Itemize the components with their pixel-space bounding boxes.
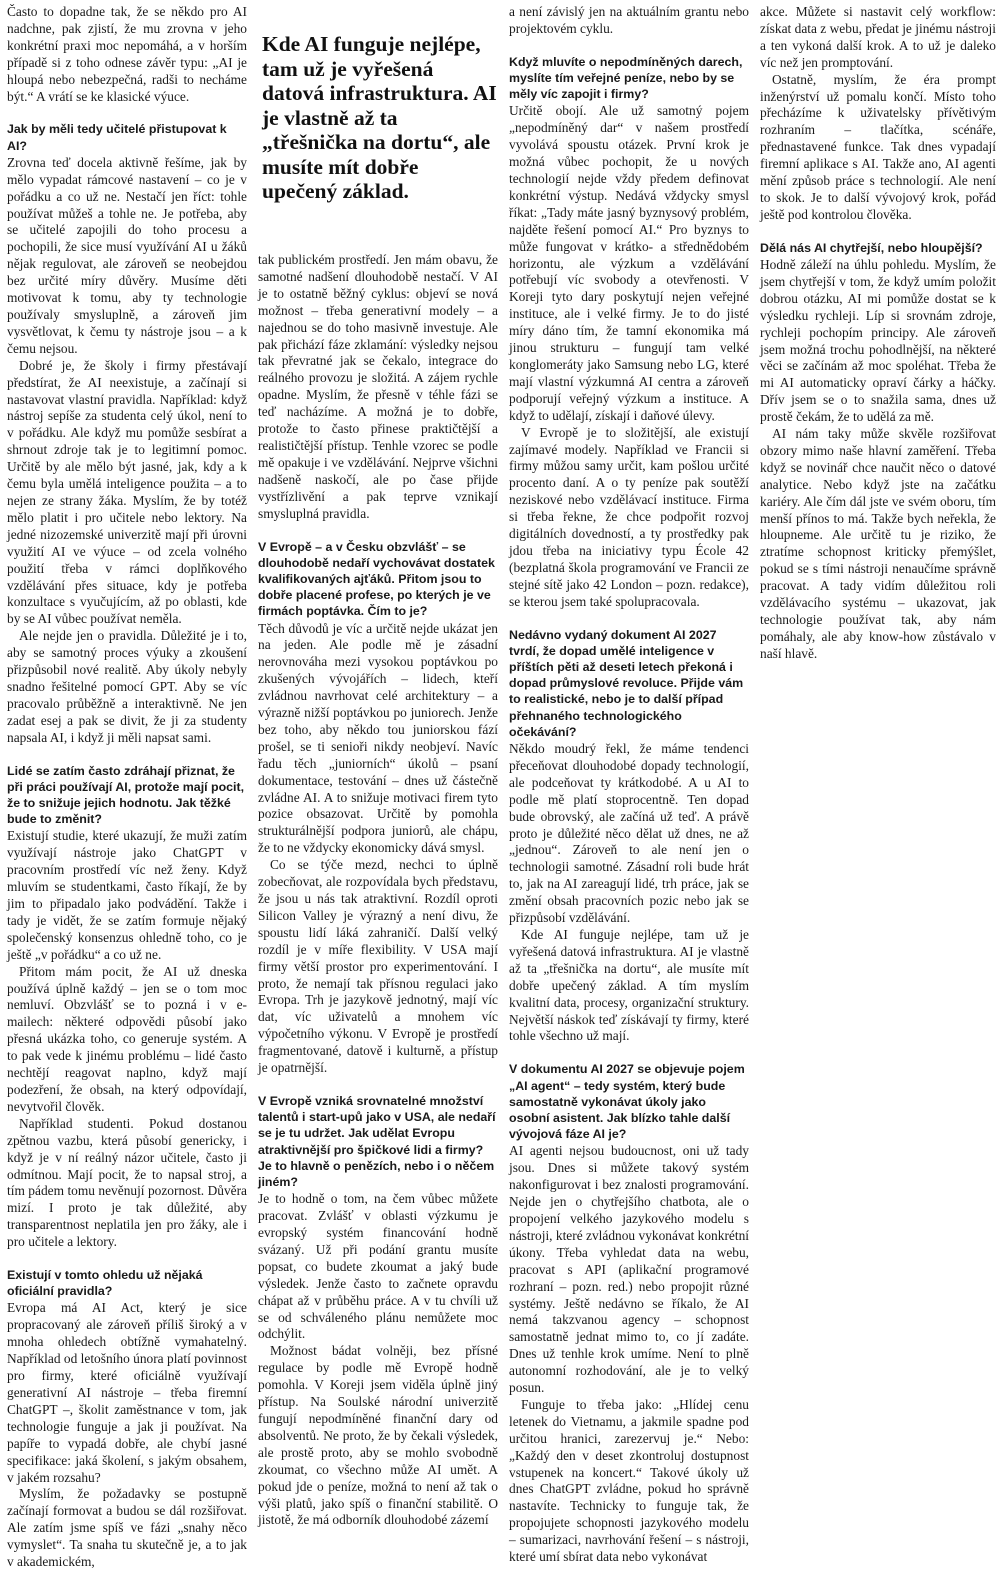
column-3 <box>509 4 749 1565</box>
paragraph: Myslím, že požadavky se postupně začínají formovat a budou se dál rozšiřovat. Ale zatím jsme spíš ve fázi „snahy něco vymyslet“. Ta snaha tu skutečně je, a to jak v akademickém, <box>7 1486 247 1570</box>
paragraph: AI nám taky může skvěle rozšiřovat obzory mimo naše hlavní zaměření. Třeba když se novinář chce naučit něco o datové analytice. Nebo když jste na začátku kariéry. Ale čím dál jste ve svém oboru, tím menší přínos to má. Takže bych neřekla, že hloupneme. Ale určitě tu je riziko, že ztratíme schopnost kriticky přemýšlet, pokud se s tími nástroji nenaučíme správně pracovat. A tady vidím důležitou roli vzdělávacího systému – ukazovat, jak technologie používat tak, aby nám pomáhaly, ale aby know-how zůstávalo v naší hlavě. <box>760 426 996 661</box>
paragraph: tak publickém prostředí. Jen mám obavu, že samotné nadšení dlouhodobě nestačí. V AI je to ostatně běžný cyklus: objeví se nová možnost – třeba generativní modely – a najednou se do toho masivně investuje. Ale pak přichází fáze zklamání: výsledky nejsou tak převratné jak se čekalo, integrace do reálného provozu je složitá. A zájem rychle opadne. Myslím, že přesně v téhle fázi se teď nacházíme. A možná je to dobře, protože to často přinese praktičtější a realističtější přístup. Tenhle vzorec se podle mě opakuje i ve vzdělávání. Nejprve všichni nadšeně naskočí, ale po čase přijde vystřízlivění a pak teprve vznikají smysluplná pravidla. <box>258 252 498 521</box>
paragraph: Ale nejde jen o pravidla. Důležité je i to, aby se samotný proces výuky a zkoušení přizpůsobil nové realitě. Aby úkoly nebyly snadno řešitelné pomocí GPT. Aby se víc pracovalo průběžně a interaktivně. Ne jen zadat esej a pak se divit, že ji za studenty napsala AI, i když ji měli napsat sami. <box>7 628 247 745</box>
paragraph: Možnost bádat volněji, bez přísné regulace by podle mě Evropě hodně pomohla. V Koreji jsem viděla úplně jiný přístup. Na Soulské národní univerzitě fungují nepodmíněné finanční dary od absolventů. Ne proto, že by čekali výsledek, ale prostě proto, aby se mohlo svobodně zkoumat, co všechno může AI umět. A pokud jde o peníze, možná to není až tak o výši platů, jako spíš o finanční stabilitě. O jistotě, že má odborník dlouhodobé zázemí <box>258 1343 498 1528</box>
paragraph: V Evropě je to složitější, ale existují zajímavé modely. Například ve Francii si firmy můžou samy určit, kam pošlou určité procento daní. A o ty peníze pak soutěží neziskové nebo vzdělávací instituce. Firma si třeba řekne, že chce podpořit rozvoj digitálních dovedností, a ty prostředky pak jdou třeba na iniciativy typu École 42 (bezplatná škola programování ve Francii ze stejné sítě jako 42 London – pozn. redakce), se kterou jsem také spolupracovala. <box>509 424 749 609</box>
pull-quote: Kde AI funguje nejlépe, tam už je vyřešená datová infrastruktura. AI je vlastně až ta „třešnička na dortu“, ale musíte mít dobře upečený základ. <box>262 32 497 203</box>
paragraph: AI agenti nejsou budoucnost, oni už tady jsou. Dnes si můžete takový systém nakonfigurovat i bez znalosti programování. Nejde jen o chytřejšího chatbota, ale o propojení velkého jazykového modelu s nástroji, které zvládnou vykonávat konkrétní úkony. Třeba vyhledat data na webu, pracovat s API (aplikační programové rozhraní – pozn. red.) nebo propojit různé systémy. Ještě nedávno se říkalo, že AI nemá takzvanou agency – schopnost samostatně jednat mimo to, co jí zadáte. Dnes už tenhle krok umíme. Není to plně autonomní rozhodování, ale je to velký posun. <box>509 1143 749 1396</box>
paragraph: akce. Můžete si nastavit celý workflow: získat data z webu, předat je jinému nástroji a ten vykoná další krok. A to už je daleko víc než jen promptování. <box>760 4 996 70</box>
paragraph: Existují studie, které ukazují, že muži zatím využívají nástroje jako ChatGPT v pracovním prostředí víc než ženy. Když mluvím se studentkami, často říkají, že by jim to připadalo jako podvádění. Takže i tady je vidět, že se zatím formuje nějaký společenský konsenzus ohledně toho, co je ještě „v pořádku“ a co už ne. <box>7 828 247 962</box>
interview-question: Nedávno vydaný dokument AI 2027 tvrdí, že dopad umělé inteligence v příštích pěti až deseti letech překoná i dopad průmyslové revoluce. Přijde vám to realistické, nebo je to další případ přehnaného technologického očekávání? <box>509 627 744 739</box>
interview-question: V dokumentu AI 2027 se objevuje pojem „AI agent“ – tedy systém, který bude samostatně vykonávat úkoly jako osobní asistent. Jak blízko tahle další vývojová fáze AI je? <box>509 1062 745 1142</box>
column-1 <box>7 4 247 1570</box>
paragraph: Například studenti. Pokud dostanou zpětnou vazbu, která působí genericky, i když je v ní reálný názor učitele, často ji odmítnou. Mají pocit, že to napsal stroj, a tím pádem tomu nevěnují pozornost. Důvěra mizí. I proto je tak důležité, aby transparentnost neplatila jen pro žáky, ale i pro učitele a lektory. <box>7 1115 247 1250</box>
paragraph: Někdo moudrý řekl, že máme tendenci přeceňovat dlouhodobé dopady technologií, ale podceňovat ty krátkodobé. A u AI to podle mě platí stoprocentně. Ten dopad bude obrovský, ale začíná už teď. A právě proto je důležité něco dělat už dnes, ne až „jednou“. Zároveň to ale není jen o technologii samotné. Zásadní roli bude hrát to, jak na AI zareagují lidé, trh práce, jak se změní obsah pracovních pozic nebo jak se přizpůsobí vzdělávání. <box>509 741 749 926</box>
paragraph: Kde AI funguje nejlépe, tam už je vyřešená datová infrastruktura. AI je vlastně až ta „třešnička na dortu“, ale musíte mít dobře upečený základ. A tím myslím kvalitní data, procesy, organizační struktury. Největší náskok teď získávají ty firmy, které tohle všechno už mají. <box>509 927 749 1044</box>
paragraph: Ostatně, myslím, že éra prompt inženýrství už pomalu končí. Místo toho přecházíme k uživatelsky přívětivým rozhraním – tlačítka, scénáře, přednastavené funkce. Tak dnes vypadají firemní aplikace s AI. Takže ano, AI agenti mění způsob práce s technologií. Ale není to skok. Je to další vývojový krok, pořád ještě pod kontrolou člověka. <box>760 71 996 222</box>
interview-question: Existují v tomto ohledu už nějaká oficiální pravidla? <box>7 1268 203 1299</box>
paragraph: Dobré je, že školy i firmy přestávají předstírat, že AI neexistuje, a začínají si nastavovat vlastní pravidla. Například: když nástroj sepíše za studenta celý úkol, není to v pořádku. Ale když mu pomůže sesbírat a shrnout zdroje tak je to legitimní pomoc. Určitě by ale mělo být jasné, jak, kdy a k čemu byla umělá inteligence použita – a to nejen ze strany žáka. Myslím, že by totéž mělo platit i pro učitele nebo lektory. Na jedné nizozemské univerzitě mají při úrovni využití AI ve výuce – od zcela volného použití třeba v rámci doplňkového vzdělávání přes situace, kdy je potřeba konzultace s vyučujícím, až po oblasti, kde by se AI vůbec používat neměla. <box>7 357 247 627</box>
paragraph: Je to hodně o tom, na čem vůbec můžete pracovat. Zvlášť v oblasti výzkumu je evropský systém financování hodně svázaný. Už při podání grantu musíte popsat, co budete zkoumat a jaký bude výsledek. Jenže často to začnete opravdu chápat až v průběhu práce. A v tu chvíli už se od schváleného plánu nemůžete moc odchýlit. <box>258 1191 498 1342</box>
paragraph: a není závislý jen na aktuálním grantu nebo projektovém cyklu. <box>509 4 749 36</box>
paragraph: Funguje to třeba jako: „Hlídej cenu letenek do Vietnamu, a jakmile spadne pod určitou hranici, zarezervuj je.“ Nebo: „Každý den v deset zkontroluj dostupnost vstupenek na koncert.“ Takové úkoly už dnes ChatGPT zvládne, pokud ho správně nastavíte. Technicky to funguje tak, že propojujete schopnosti jazykového modelu – sumarizaci, navrhování řešení – s nástroji, které umí sbírat data nebo vykonávat <box>509 1396 749 1565</box>
interview-question: V Evropě vzniká srovnatelné množství talentů i start-upů jako v USA, ale nedaří se je tu udržet. Jak udělat Evropu atraktivnější pro špičkové lidi a firmy? Je to hlavně o penězích, nebo i o něčem jiném? <box>258 1093 496 1189</box>
interview-question: Když mluvíte o nepodmíněných darech, myslíte tím veřejné peníze, nebo by se měly víc zapojit i firmy? <box>509 54 743 102</box>
column-4 <box>760 4 996 1288</box>
column-2 <box>258 252 498 1528</box>
paragraph: Zrovna teď docela aktivně řešíme, jak by mělo vypadat rámcové nastavení – co je v pořádku a co už ne. Nestačí jen říct: tohle používat můžeš a tohle ne. Je potřeba, aby se učitelé zapojili do toho procesu a pochopili, že sice musí využívání AI u žáků nějak regulovat, ale zároveň se neobejdou bez určité míry důvěry. Musíme děti motivovat k tomu, aby ty technologie používaly smysluplně, a zároveň jim vysvětlovat, k čemu ty nástroje jsou – a k čemu nejsou. <box>7 154 247 356</box>
paragraph: Co se týče mezd, nechci to úplně zobecňovat, ale rozpovídala bych představu, že jsou u nás tak atraktivní. Rozdíl oproti Silicon Valley je výrazný a není divu, že spoustu lidí láká zahraničí. Další velký rozdíl je v míře flexibility. V USA mají firmy větší prostor pro experimentování. I proto, že nemají tak přísnou regulaci jako Evropa. Trh je jazykově jednotný, mají víc dat, víc uživatelů a mnohem víc výpočetního výkonu. V Evropě je prostředí fragmentované, datově i kulturně, a přístup je opatrnější. <box>258 857 498 1076</box>
paragraph: Hodně záleží na úhlu pohledu. Myslím, že jsem chytřejší v tom, že když umím položit dobrou otázku, AI mi pomůže dostat se k výsledku rychleji. Líp si srovnám zdroje, rychleji pochopím principy. Ale zároveň jsem možná trochu pohodlnější, na některé věci se začínám až moc spoléhat. Třeba že mi AI automaticky opraví čárky a háčky. Dřív jsem se o to snažila sama, dnes už prostě čekám, že to udělá za mě. <box>760 256 996 425</box>
paragraph: Těch důvodů je víc a určitě nejde ukázat jen na jeden. Ale podle mě je zásadní nerovnováha mezi vysokou poptávkou po zkušených vývojářích – lidech, kteří zvládnou navrhovat celé architektury – a výrazně nižší poptávkou po juniorech. Jenže bez toho, aby někdo tou juniorskou fází prošel, se ti senioři nikdy neobjeví. Navíc řadu těch „juniorních“ úkolů – psaní dokumentace, testování – dnes už částečně zvládne AI. A to snižuje motivaci firem tyto pozice obsazovat. Určitě by pomohla strukturálnější podpora juniorů, ale chápu, že to ne vždycky ekonomicky dává smysl. <box>258 620 498 856</box>
paragraph: Přitom mám pocit, že AI už dneska používá úplně každý – jen se o tom moc nemluví. Obzvlášť se to pozná i v e-mailech: některé odpovědi působí jako přesná ukázka toho, co generuje systém. A to pak vede k jinému problému – lidé často nechtějí reagovat naplno, když mají podezření, že obsah, na který odpovídají, nevytvořil člověk. <box>7 963 247 1114</box>
interview-question: Dělá nás AI chytřejší, nebo hloupější? <box>760 240 983 255</box>
interview-question: V Evropě – a v Česku obzvlášť – se dlouhodobě nedaří vychovávat dostatek kvalifikovaných ajťáků. Přitom jsou to dobře placené profese, po kterých je ve firmách poptávka. Čím to je? <box>258 539 495 619</box>
paragraph: Určitě obojí. Ale už samotný pojem „nepodmíněný dar“ v našem prostředí vyvolává spoustu otázek. První krok je možná vůbec pochopit, že u nových technologií nejde vždy předem definovat konkrétní výstup. Nedává vždycky smysl říkat: „Tady máte jasný byznysový problém, najděte řešení pomocí AI.“ Pro byznys to může fungovat v krátko- a střednědobém horizontu, ale výzkum a vzdělávání potřebují víc svobody a otevřenosti. V Koreji tyto dary poskytují nejen veřejné instituce, ale i velké firmy. Je to do jisté míry dáno tím, že tamní ekonomika má jinou strukturu – fungují tam velké konglomeráty jako Samsung nebo LG, které mají vlastní výzkumná AI centra a zároveň podporují veřejný výzkum a instituce. A když to udělají, získají i daňové úlevy. <box>509 103 749 423</box>
paragraph: Často to dopadne tak, že se někdo pro AI nadchne, pak zjistí, že mu zrovna v jeho konkrétní praxi moc nepomáhá, a v horším případě si z toho odnese závěr typu: „AI je hloupá nebo nebezpečná, radši to necháme být.“ A vrátí se ke klasické výuce. <box>7 4 247 104</box>
interview-question: Lidé se zatím často zdráhají přiznat, že při práci používají AI, protože mají pocit, že to snižuje jejich hodnotu. Jak těžké bude to změnit? <box>7 763 245 827</box>
interview-question: Jak by měli tedy učitelé přistupovat k AI? <box>7 122 227 153</box>
paragraph: Evropa má AI Act, který je sice propracovaný ale zároveň příliš široký a v mnoha ohledech obtížně vymahatelný. Například od letošního února platí povinnost pro firmy, které oficiálně využívají generativní AI nástroje – třeba firemní ChatGPT –, školit zaměstnance v tom, jak technologie funguje a jak ji používat. Na papíře to vypadá dobře, ale chybí jasné specifikace: jaká školení, s jakým obsahem, v jakém rozsahu? <box>7 1300 247 1485</box>
